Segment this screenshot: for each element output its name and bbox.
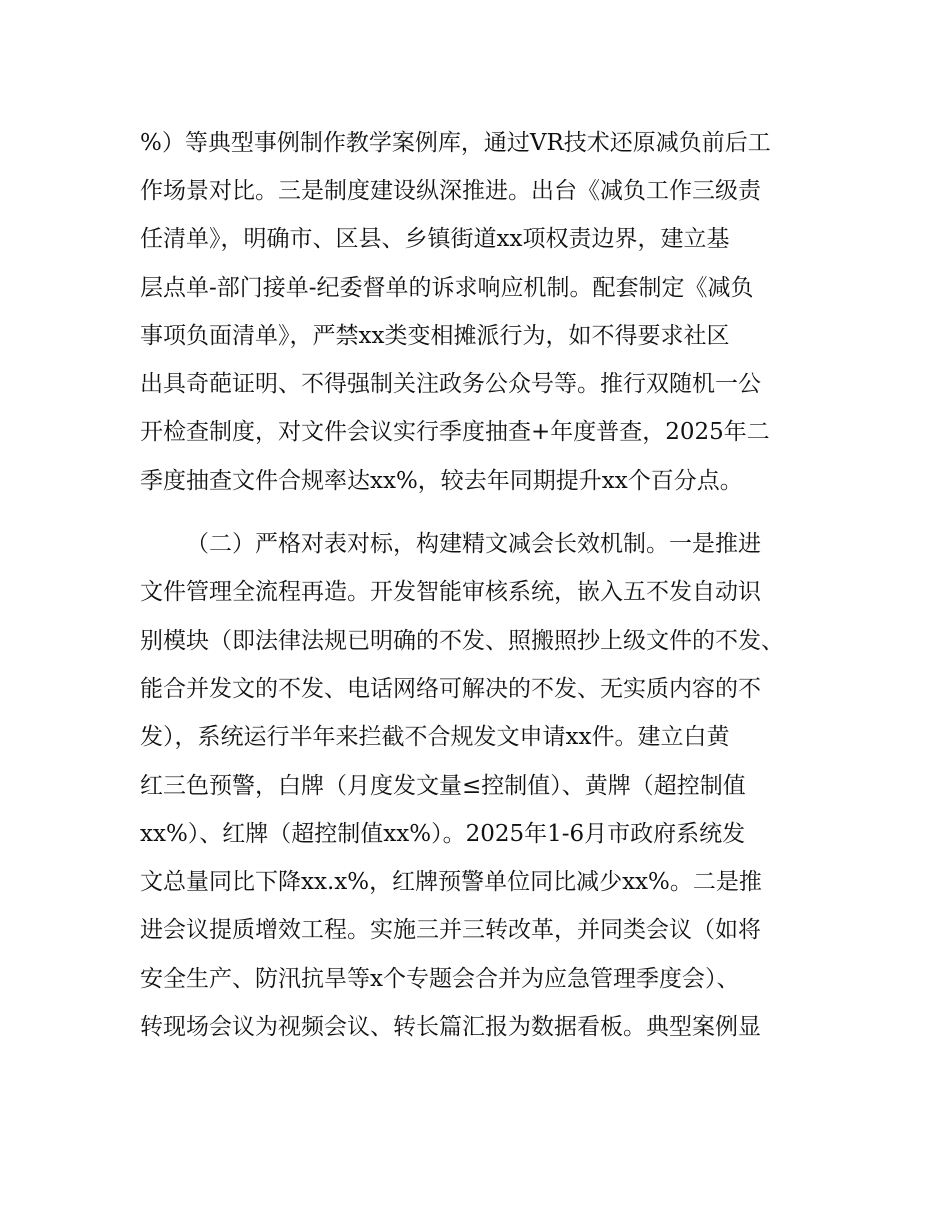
text-line: 文件管理全流程再造。开发智能审核系统，嵌入五不发自动识 [140, 579, 761, 605]
text-line: 作场景对比。三是制度建设纵深推进。出台《减负工作三级责 [140, 178, 761, 204]
text-line: 季度抽查文件合规率达xx%，较去年同期提升xx个百分点。 [140, 468, 743, 494]
text-line: 层点单-部门接单-纪委督单的诉求响应机制。配套制定《减负 [140, 275, 754, 301]
text-line: 事项负面清单》，严禁xx类变相摊派行为，如不得要求社区 [140, 323, 730, 349]
text-line: 红三色预警，白牌（月度发文量≤控制值）、黄牌（超控制值 [140, 773, 746, 799]
text-line: 别模块（即法律法规已明确的不发、照搬照抄上级文件的不发、 [140, 628, 784, 654]
text-line: 开检查制度，对文件会议实行季度抽查+年度普查，2025年二 [140, 419, 770, 445]
text-line: 任清单》，明确市、区县、乡镇街道xx项权责边界，建立基 [140, 226, 730, 252]
text-line: （二）严格对表对标，构建精文减会长效机制。一是推进 [186, 531, 761, 557]
text-line: 转现场会议为视频会议、转长篇汇报为数据看板。典型案例显 [140, 1014, 761, 1040]
text-line: 文总量同比下降xx.x%，红牌预警单位同比减少xx%。二是推 [140, 869, 762, 895]
text-line: 安全生产、防汛抗旱等x个专题会合并为应急管理季度会）、 [140, 966, 740, 992]
text-line: 出具奇葩证明、不得强制关注政务公众号等。推行双随机一公 [140, 371, 761, 397]
text-line: %）等典型事例制作教学案例库，通过VR技术还原减负前后工 [140, 130, 771, 156]
text-line: 发），系统运行半年来拦截不合规发文申请xx件。建立白黄 [140, 724, 730, 750]
text-line: xx%）、红牌（超控制值xx%）。2025年1-6月市政府系统发 [140, 821, 746, 847]
text-line: 进会议提质增效工程。实施三并三转改革，并同类会议（如将 [140, 917, 761, 943]
text-line: 能合并发文的不发、电话网络可解决的不发、无实质内容的不 [140, 676, 761, 702]
